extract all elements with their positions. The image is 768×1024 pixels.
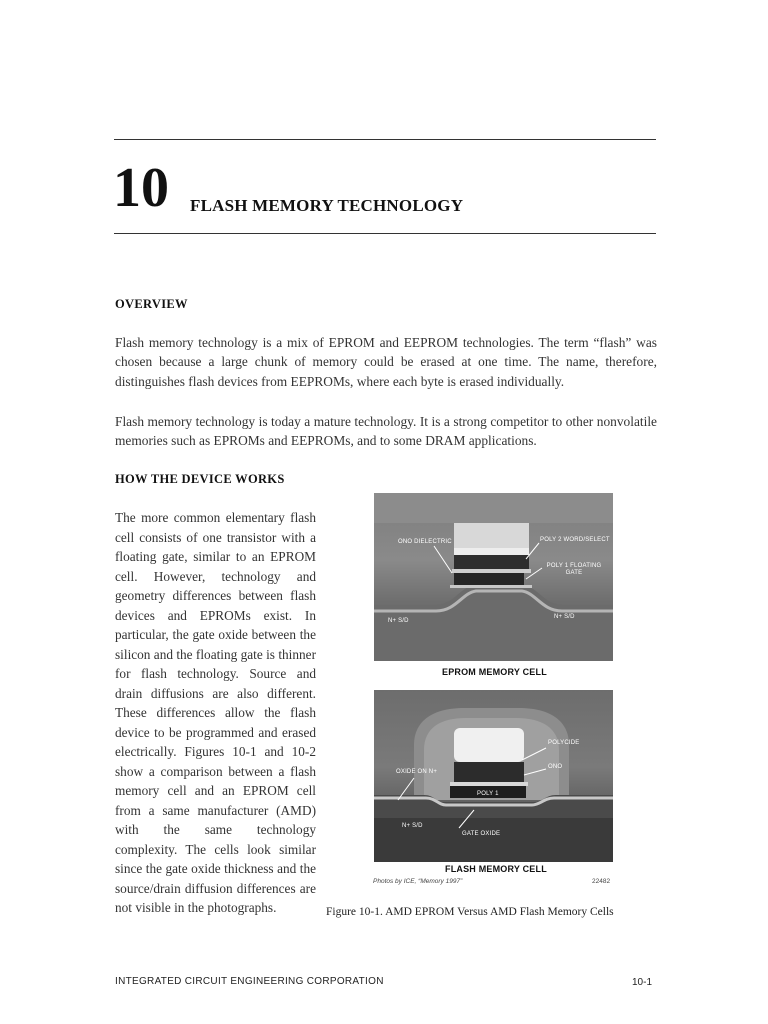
- flash-label-ono: ONO: [548, 764, 563, 770]
- eprom-cell-photo: [374, 493, 613, 661]
- device-body-text: The more common elementary flash cell consists of one transistor with a floating gate, similar to an EPROM cell. However, technology and geometry differences between flash devices and EPROMs exist. In particular, the gate oxide between the silicon and the floating gate is thinner for flash technology. Source and drain diffusions are also different. These differences allow the flash device to be programmed and erased electrically. Figures 10-1 and 10-2 show a comparison between a flash memory cell and an EPROM cell from a same manufacturer (AMD) with the same technology complexity. The cells look similar since the gate oxide thickness and the source/drain diffusion differences are not visible in the photographs.: [115, 510, 316, 915]
- flash-caption: FLASH MEMORY CELL: [445, 864, 547, 874]
- overview-paragraph-2: Flash memory technology is today a mature technology. It is a strong competitor to other nonvolatile memories such as EPROMs and EEPROMs, and to some DRAM applications.: [115, 414, 657, 449]
- eprom-label-poly2: POLY 2 WORD/SELECT: [540, 537, 610, 543]
- flash-label-poly1: POLY 1: [477, 791, 499, 797]
- eprom-caption: EPROM MEMORY CELL: [442, 667, 547, 677]
- top-rule: [114, 139, 656, 140]
- flash-label-oxide-on-ns: OXIDE ON N+: [396, 769, 438, 775]
- eprom-label-poly1: POLY 1 FLOATING GATE: [546, 563, 602, 576]
- title-rule: [114, 233, 656, 234]
- flash-cell-photo: [374, 690, 613, 862]
- flash-label-ns: N+ S/D: [402, 823, 423, 829]
- overview-paragraph-1: Flash memory technology is a mix of EPROM and EEPROM technologies. The term “flash” was chosen because a large chunk of memory could be erased at one time. The name, therefore, distinguishes flash devices from EEPROMs, where each byte is erased individually.: [115, 335, 657, 389]
- chapter-title: FLASH MEMORY TECHNOLOGY: [190, 196, 464, 215]
- footer-company: INTEGRATED CIRCUIT ENGINEERING CORPORATION: [115, 976, 384, 987]
- overview-heading: OVERVIEW: [115, 297, 188, 311]
- device-heading: HOW THE DEVICE WORKS: [115, 472, 285, 486]
- eprom-label-ns-left: N+ S/D: [388, 618, 409, 624]
- footer-page-number: 10-1: [632, 977, 653, 988]
- eprom-label-ono-dielectric: ONO DIELECTRIC: [398, 539, 452, 545]
- figure-code: 22482: [592, 878, 611, 885]
- eprom-label-ns-right: N+ S/D: [554, 614, 575, 620]
- flash-label-gate-oxide: GATE OXIDE: [462, 831, 501, 837]
- flash-label-polycide: POLYCIDE: [548, 740, 580, 746]
- chapter-number: 10: [113, 157, 169, 219]
- figure-caption: Figure 10-1. AMD EPROM Versus AMD Flash Memory Cells: [326, 906, 614, 918]
- photo-credit: Photos by ICE, “Memory 1997”: [373, 878, 463, 885]
- eprom-cross-section-drawing: [374, 493, 613, 661]
